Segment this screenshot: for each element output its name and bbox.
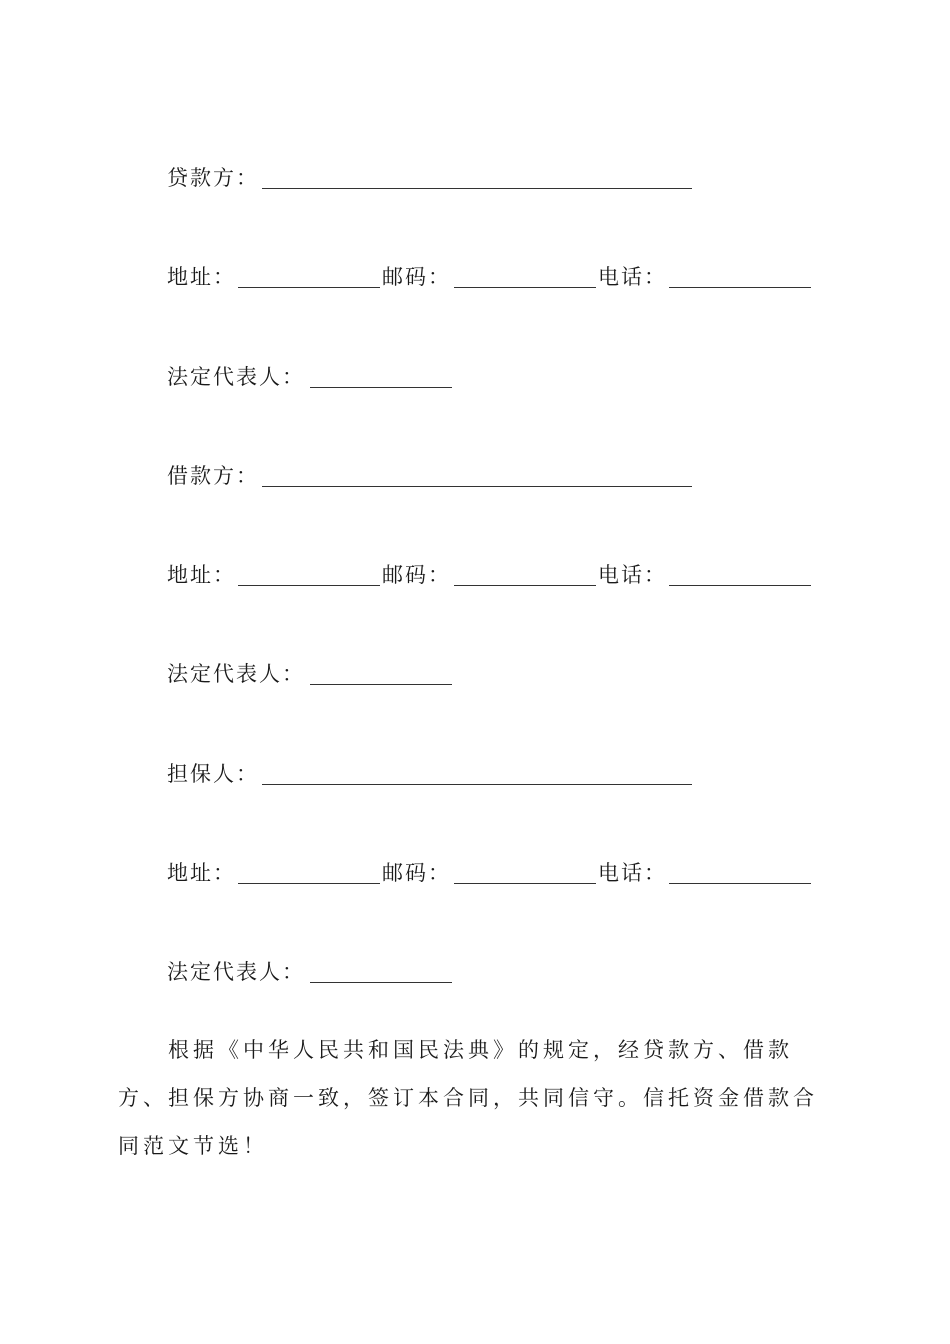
contract-preamble-paragraph: 根据《中华人民共和国民法典》的规定，经贷款方、借款方、担保方协商一致，签订本合同，共同信守。信托资金借款合同范文节选！ bbox=[118, 1038, 818, 1158]
guarantor-address-blank bbox=[238, 883, 380, 884]
borrower-phone-blank bbox=[669, 585, 811, 586]
borrower-rep-blank bbox=[310, 684, 452, 685]
borrower-name-blank bbox=[262, 486, 692, 487]
borrower-address-blank bbox=[238, 585, 380, 586]
borrower-name-label: 借款方： bbox=[167, 464, 259, 488]
borrower-address-label: 地址： bbox=[167, 563, 236, 587]
borrower-phone-label: 电话： bbox=[598, 563, 667, 587]
guarantor-rep-blank bbox=[310, 982, 452, 983]
lender-postcode-blank bbox=[454, 287, 596, 288]
lender-name-blank bbox=[262, 188, 692, 189]
lender-postcode-label: 邮码： bbox=[382, 265, 451, 289]
borrower-postcode-label: 邮码： bbox=[382, 563, 451, 587]
guarantor-name-label: 担保人： bbox=[167, 762, 259, 786]
lender-rep-blank bbox=[310, 387, 452, 388]
guarantor-address-label: 地址： bbox=[167, 861, 236, 885]
borrower-postcode-blank bbox=[454, 585, 596, 586]
lender-phone-label: 电话： bbox=[598, 265, 667, 289]
lender-name-label: 贷款方： bbox=[167, 166, 259, 190]
lender-rep-label: 法定代表人： bbox=[167, 365, 305, 389]
borrower-rep-label: 法定代表人： bbox=[167, 662, 305, 686]
lender-phone-blank bbox=[669, 287, 811, 288]
guarantor-name-blank bbox=[262, 784, 692, 785]
guarantor-phone-blank bbox=[669, 883, 811, 884]
guarantor-postcode-blank bbox=[454, 883, 596, 884]
lender-address-label: 地址： bbox=[167, 265, 236, 289]
guarantor-rep-label: 法定代表人： bbox=[167, 960, 305, 984]
guarantor-postcode-label: 邮码： bbox=[382, 861, 451, 885]
lender-address-blank bbox=[238, 287, 380, 288]
guarantor-phone-label: 电话： bbox=[598, 861, 667, 885]
